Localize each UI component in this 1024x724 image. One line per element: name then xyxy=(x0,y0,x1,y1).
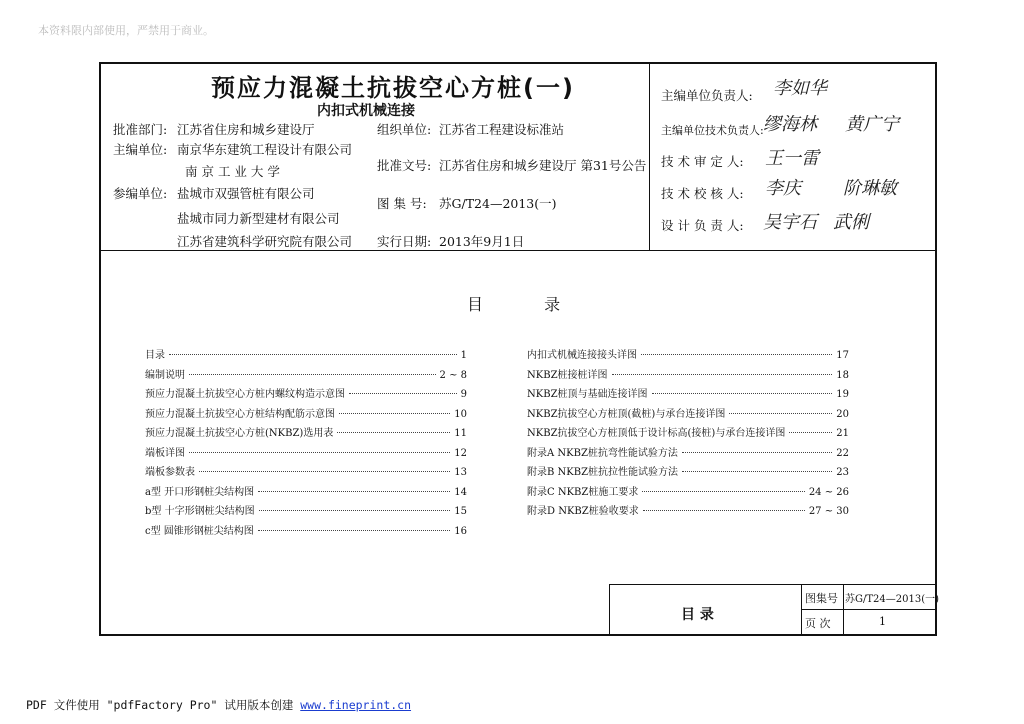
toc-leader-dots xyxy=(337,432,450,433)
toc-entry-page: 22 xyxy=(836,447,849,459)
sign-role-4: 技 术 校 核 人: xyxy=(661,186,744,201)
toc-entry-label: 内扣式机械连接接头详图 xyxy=(527,350,637,361)
toc-leader-dots xyxy=(682,471,832,472)
toc-entry[interactable] xyxy=(527,385,849,400)
toc-entry-label: NKBZ桩接桩详图 xyxy=(527,369,608,381)
organizer-value: 江苏省工程建设标准站 xyxy=(439,122,565,137)
title-block-name: 目 录 xyxy=(681,607,714,623)
toc-entry-label: NKBZ抗拔空心方桩顶(截桩)与承台连接详图 xyxy=(527,408,726,420)
toc-entry-label: 附录C NKBZ桩施工要求 xyxy=(527,486,639,498)
toc-leader-dots xyxy=(682,452,832,453)
participant-2: 盐城市同力新型建材有限公司 xyxy=(177,211,340,226)
toc-entry-label: NKBZ抗拔空心方桩顶低于设计标高(接桩)与承台连接详图 xyxy=(527,428,786,439)
toc-entry-page: 23 xyxy=(836,467,849,478)
toc-entry-label: 预应力混凝土抗拔空心方桩结构配筋示意图 xyxy=(145,408,335,420)
effective-date-value: 2013年9月1日 xyxy=(439,234,525,249)
signature-3: 王一雷 xyxy=(765,148,819,169)
toc-entry[interactable] xyxy=(527,463,849,478)
toc-leader-dots xyxy=(189,452,450,453)
sign-role-2: 主编单位技术负责人: xyxy=(661,124,764,137)
toc-entry[interactable] xyxy=(145,483,467,498)
toc-title: 目 录 xyxy=(467,295,589,314)
toc-entry-page: 10 xyxy=(454,408,467,420)
toc-entry-page: 13 xyxy=(454,467,467,478)
title-block-page-label: 页 次 xyxy=(805,617,831,630)
atlas-no-value: 苏G/T24—2013(一) xyxy=(439,196,557,211)
toc-entry-page: 11 xyxy=(454,428,467,439)
sign-role-1: 主编单位负责人: xyxy=(661,88,753,103)
page-title: 预应力混凝土抗拔空心方桩(一) xyxy=(211,74,575,102)
participant-3: 江苏省建筑科学研究院有限公司 xyxy=(177,234,353,249)
toc-entry[interactable] xyxy=(527,346,849,361)
toc-entry-page: 18 xyxy=(836,369,849,381)
footer-link[interactable]: www.fineprint.cn xyxy=(300,698,412,712)
toc-entry-label: 预应力混凝土抗拔空心方桩内螺纹构造示意图 xyxy=(145,389,345,400)
toc-entry-label: 附录B NKBZ桩抗拉性能试验方法 xyxy=(527,467,679,478)
footer-text: PDF 文件使用 "pdfFactory Pro" 试用版本创建 xyxy=(26,698,301,712)
toc-entry-page: 1 xyxy=(460,350,467,361)
toc-leader-dots xyxy=(729,413,832,414)
toc-entry-page: 27 ~ 30 xyxy=(808,506,849,517)
toc-entry-page: 21 xyxy=(836,428,849,439)
toc-entry[interactable] xyxy=(527,444,849,459)
sign-role-3: 技 术 审 定 人: xyxy=(661,154,744,169)
toc-entry-label: 端板详图 xyxy=(145,447,185,459)
title-block-row xyxy=(801,609,935,610)
sign-role-5: 设 计 负 责 人: xyxy=(661,218,744,233)
approval-dept-label: 批准部门: xyxy=(113,122,168,137)
signature-2b: 黄广宁 xyxy=(845,114,899,135)
toc-entry-page: 24 ~ 26 xyxy=(808,486,849,498)
participant-1: 盐城市双强管桩有限公司 xyxy=(177,186,315,201)
header-divider xyxy=(101,250,935,251)
pdf-footer xyxy=(26,697,411,713)
toc-entry-page: 19 xyxy=(836,389,849,400)
title-block-atlas-label: 图集号 xyxy=(805,592,838,605)
signature-1: 李如华 xyxy=(773,78,827,99)
toc-entry-label: 端板参数表 xyxy=(145,467,195,478)
toc-entry[interactable] xyxy=(527,424,849,439)
toc-leader-dots xyxy=(169,354,457,355)
title-block-mid xyxy=(801,584,802,636)
approval-dept-value: 江苏省住房和城乡建设厅 xyxy=(177,122,315,137)
toc-entry-page: 14 xyxy=(454,486,467,498)
title-block-page-value: 1 xyxy=(879,615,886,628)
toc-entry-label: 目录 xyxy=(145,350,165,361)
drawing-frame xyxy=(99,62,940,636)
toc-leader-dots xyxy=(349,393,457,394)
toc-entry-label: 附录A NKBZ桩抗弯性能试验方法 xyxy=(527,447,678,459)
toc-entry-label: b型 十字形钢桩尖结构图 xyxy=(145,506,255,517)
toc-entry-label: 编制说明 xyxy=(145,369,185,381)
toc-leader-dots xyxy=(652,393,833,394)
title-block-mid2 xyxy=(843,584,844,636)
toc-entry[interactable] xyxy=(527,483,849,498)
toc-entry[interactable] xyxy=(145,346,467,361)
toc-entry-page: 15 xyxy=(454,506,467,517)
chief-editor-value-2: 南 京 工 业 大 学 xyxy=(185,164,280,179)
chief-editor-label: 主编单位: xyxy=(113,142,168,157)
toc-entry-page: 9 xyxy=(460,389,467,400)
toc-entry-label: NKBZ桩顶与基础连接详图 xyxy=(527,389,648,400)
toc-entry[interactable] xyxy=(527,366,849,381)
title-block-top xyxy=(609,584,935,585)
toc-leader-dots xyxy=(612,374,833,375)
signature-2a: 缪海林 xyxy=(763,114,817,135)
toc-entry[interactable] xyxy=(145,385,467,400)
toc-leader-dots xyxy=(641,354,832,355)
watermark-text: 本资料限内部使用，严禁用于商业。 xyxy=(38,24,214,37)
signature-5a: 吴宇石 xyxy=(763,212,817,233)
toc-entry[interactable] xyxy=(145,405,467,420)
toc-leader-dots xyxy=(642,491,804,492)
toc-entry-page: 16 xyxy=(454,525,467,537)
approval-doc-label: 批准文号: xyxy=(377,158,432,173)
toc-entry-label: 附录D NKBZ桩验收要求 xyxy=(527,506,639,517)
toc-entry[interactable] xyxy=(145,444,467,459)
toc-entry-page: 17 xyxy=(836,350,849,361)
toc-entry-label: a型 开口形钢桩尖结构图 xyxy=(145,486,255,498)
toc-entry-page: 2 ~ 8 xyxy=(439,369,467,381)
toc-entry[interactable] xyxy=(145,424,467,439)
signature-5b: 武俐 xyxy=(833,212,869,233)
chief-editor-value-1: 南京华东建筑工程设计有限公司 xyxy=(177,142,353,157)
toc-leader-dots xyxy=(258,491,450,492)
toc-leader-dots xyxy=(789,432,832,433)
toc-entry[interactable] xyxy=(145,463,467,478)
toc-entry[interactable] xyxy=(145,366,467,381)
toc-entry-page: 20 xyxy=(836,408,849,420)
effective-date-label: 实行日期: xyxy=(377,234,432,249)
signature-4a: 李庆 xyxy=(765,178,801,199)
participants-label: 参编单位: xyxy=(113,186,168,201)
toc-entry[interactable] xyxy=(527,405,849,420)
organizer-label: 组织单位: xyxy=(377,122,432,137)
toc-entry-label: c型 圆锥形钢桩尖结构图 xyxy=(145,525,254,537)
toc-entry-page: 12 xyxy=(454,447,467,459)
signature-4b: 阶琳敏 xyxy=(843,178,897,199)
toc-leader-dots xyxy=(258,530,450,531)
approval-doc-value: 江苏省住房和城乡建设厅 第31号公告 xyxy=(439,158,647,173)
toc-entry[interactable] xyxy=(527,502,849,517)
toc-leader-dots xyxy=(339,413,450,414)
title-block-left xyxy=(609,584,610,636)
toc-entry[interactable] xyxy=(145,502,467,517)
header-vertical-divider xyxy=(649,64,650,250)
toc-leader-dots xyxy=(199,471,450,472)
toc-leader-dots xyxy=(189,374,436,375)
page-subtitle: 内扣式机械连接 xyxy=(317,103,415,119)
toc-entry[interactable] xyxy=(145,522,467,537)
toc-leader-dots xyxy=(643,510,805,511)
toc-leader-dots xyxy=(259,510,451,511)
toc-entry-label: 预应力混凝土抗拔空心方桩(NKBZ)选用表 xyxy=(145,428,334,439)
atlas-no-label: 图 集 号: xyxy=(377,196,427,211)
title-block-atlas-value: 苏G/T24—2013(一) xyxy=(845,594,940,605)
